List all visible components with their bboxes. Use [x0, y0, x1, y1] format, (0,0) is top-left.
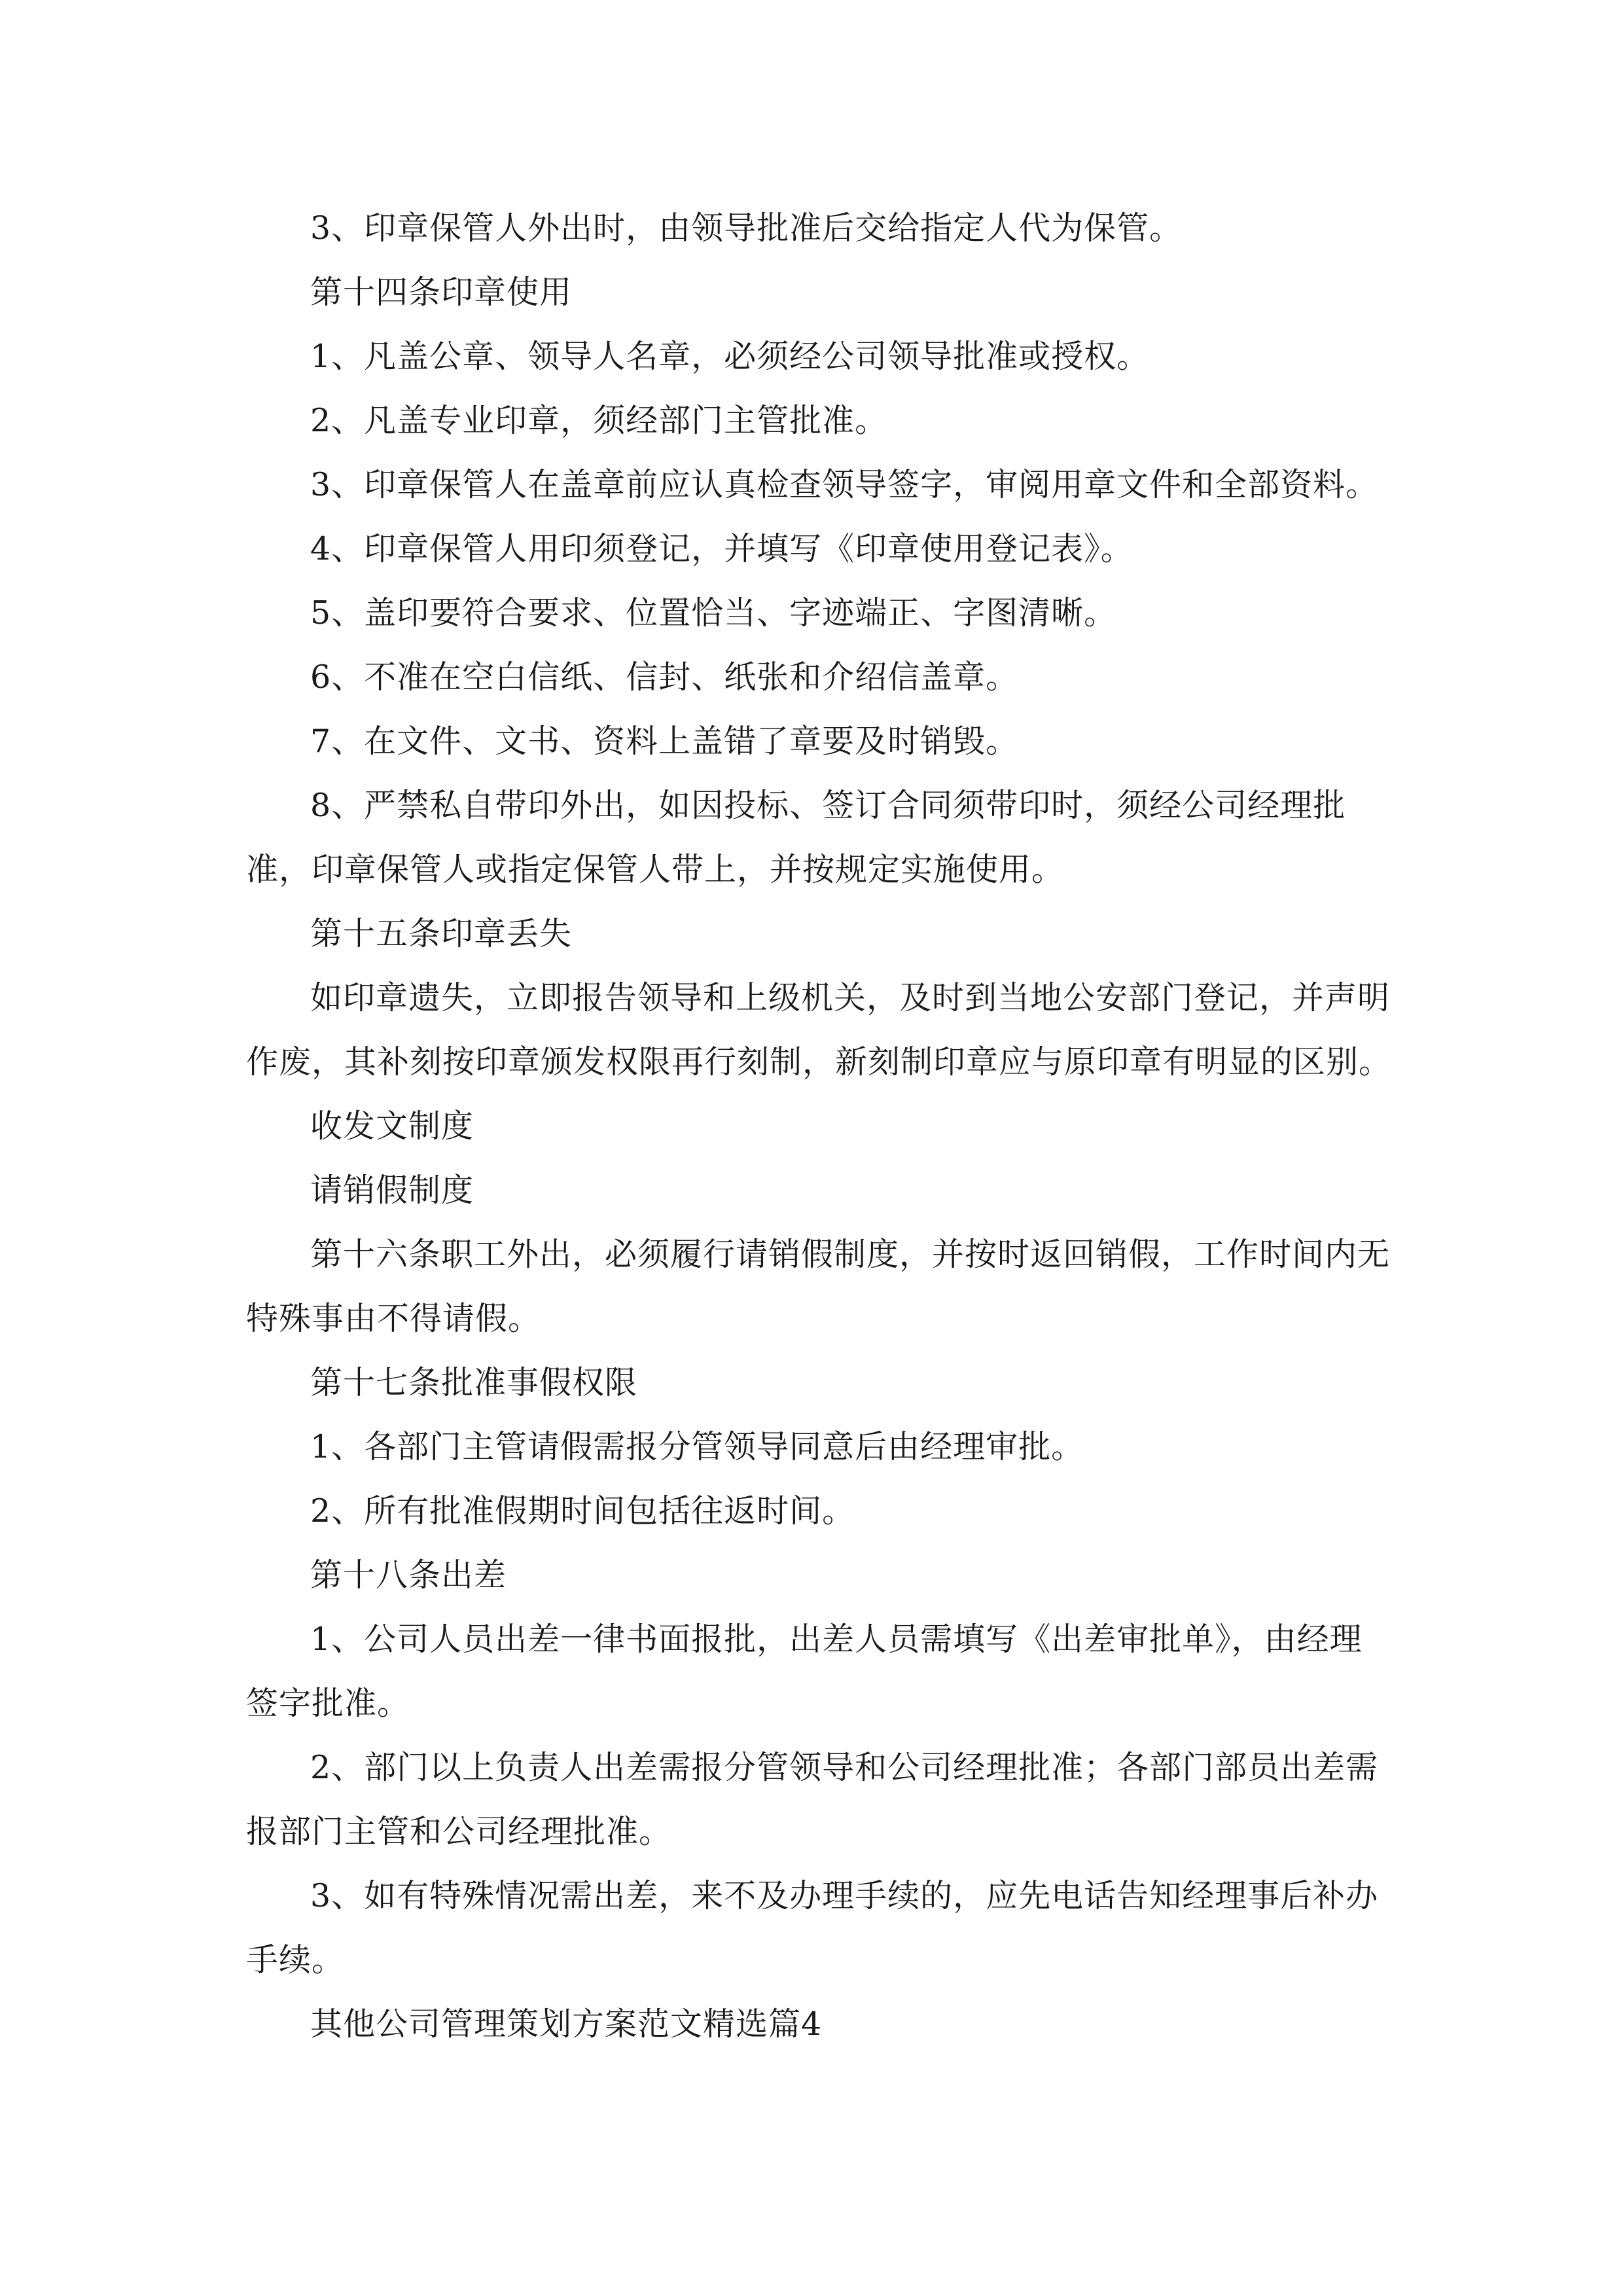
paragraph: 第十六条职工外出，必须履行请销假制度，并按时返回销假，工作时间内无特殊事由不得请假。	[246, 1236, 1391, 1337]
section-heading: 第十七条批准事假权限	[310, 1364, 638, 1401]
paragraph: 1、凡盖公章、领导人名章，必须经公司领导批准或授权。	[310, 338, 1150, 375]
document-body	[246, 196, 1391, 2056]
paragraph: 5、盖印要符合要求、位置恰当、字迹端正、字图清晰。	[310, 594, 1117, 632]
paragraph: 1、公司人员出差一律书面报批，出差人员需填写《出差审批单》，由经理签字批准。	[246, 1621, 1363, 1722]
paragraph: 3、印章保管人在盖章前应认真检查领导签字，审阅用章文件和全部资料。	[310, 466, 1379, 503]
section-heading: 其他公司管理策划方案范文精选篇4	[310, 2005, 823, 2043]
paragraph: 7、在文件、文书、资料上盖错了章要及时销毁。	[310, 723, 1019, 760]
paragraph: 6、不准在空白信纸、信封、纸张和介绍信盖章。	[310, 658, 1019, 696]
section-heading: 第十八条出差	[310, 1556, 507, 1594]
paragraph: 1、各部门主管请假需报分管领导同意后由经理审批。	[310, 1428, 1084, 1465]
paragraph: 2、凡盖专业印章，须经部门主管批准。	[310, 402, 888, 439]
paragraph: 2、所有批准假期时间包括往返时间。	[310, 1492, 855, 1530]
paragraph: 如印章遗失，立即报告领导和上级机关，及时到当地公安部门登记，并声明作废，其补刻按印章颁发权限再行刻制，新刻制印章应与原印章有明显的区别。	[246, 979, 1392, 1081]
section-heading: 请销假制度	[310, 1172, 474, 1209]
paragraph: 2、部门以上负责人出差需报分管领导和公司经理批准；各部门部员出差需报部门主管和公司经理批准。	[246, 1749, 1379, 1850]
section-heading: 收发文制度	[310, 1107, 474, 1145]
paragraph: 3、印章保管人外出时，由领导批准后交给指定人代为保管。	[310, 209, 1183, 247]
paragraph: 4、印章保管人用印须登记，并填写《印章使用登记表》。	[310, 530, 1133, 567]
paragraph: 3、如有特殊情况需出差，来不及办理手续的，应先电话告知经理事后补办手续。	[246, 1877, 1379, 1979]
paragraph: 8、严禁私自带印外出，如因投标、签订合同须带印时，须经公司经理批准，印章保管人或指定保管人带上，并按规定实施使用。	[246, 787, 1346, 888]
section-heading: 第十四条印章使用	[310, 274, 573, 311]
section-heading: 第十五条印章丢失	[310, 915, 573, 952]
